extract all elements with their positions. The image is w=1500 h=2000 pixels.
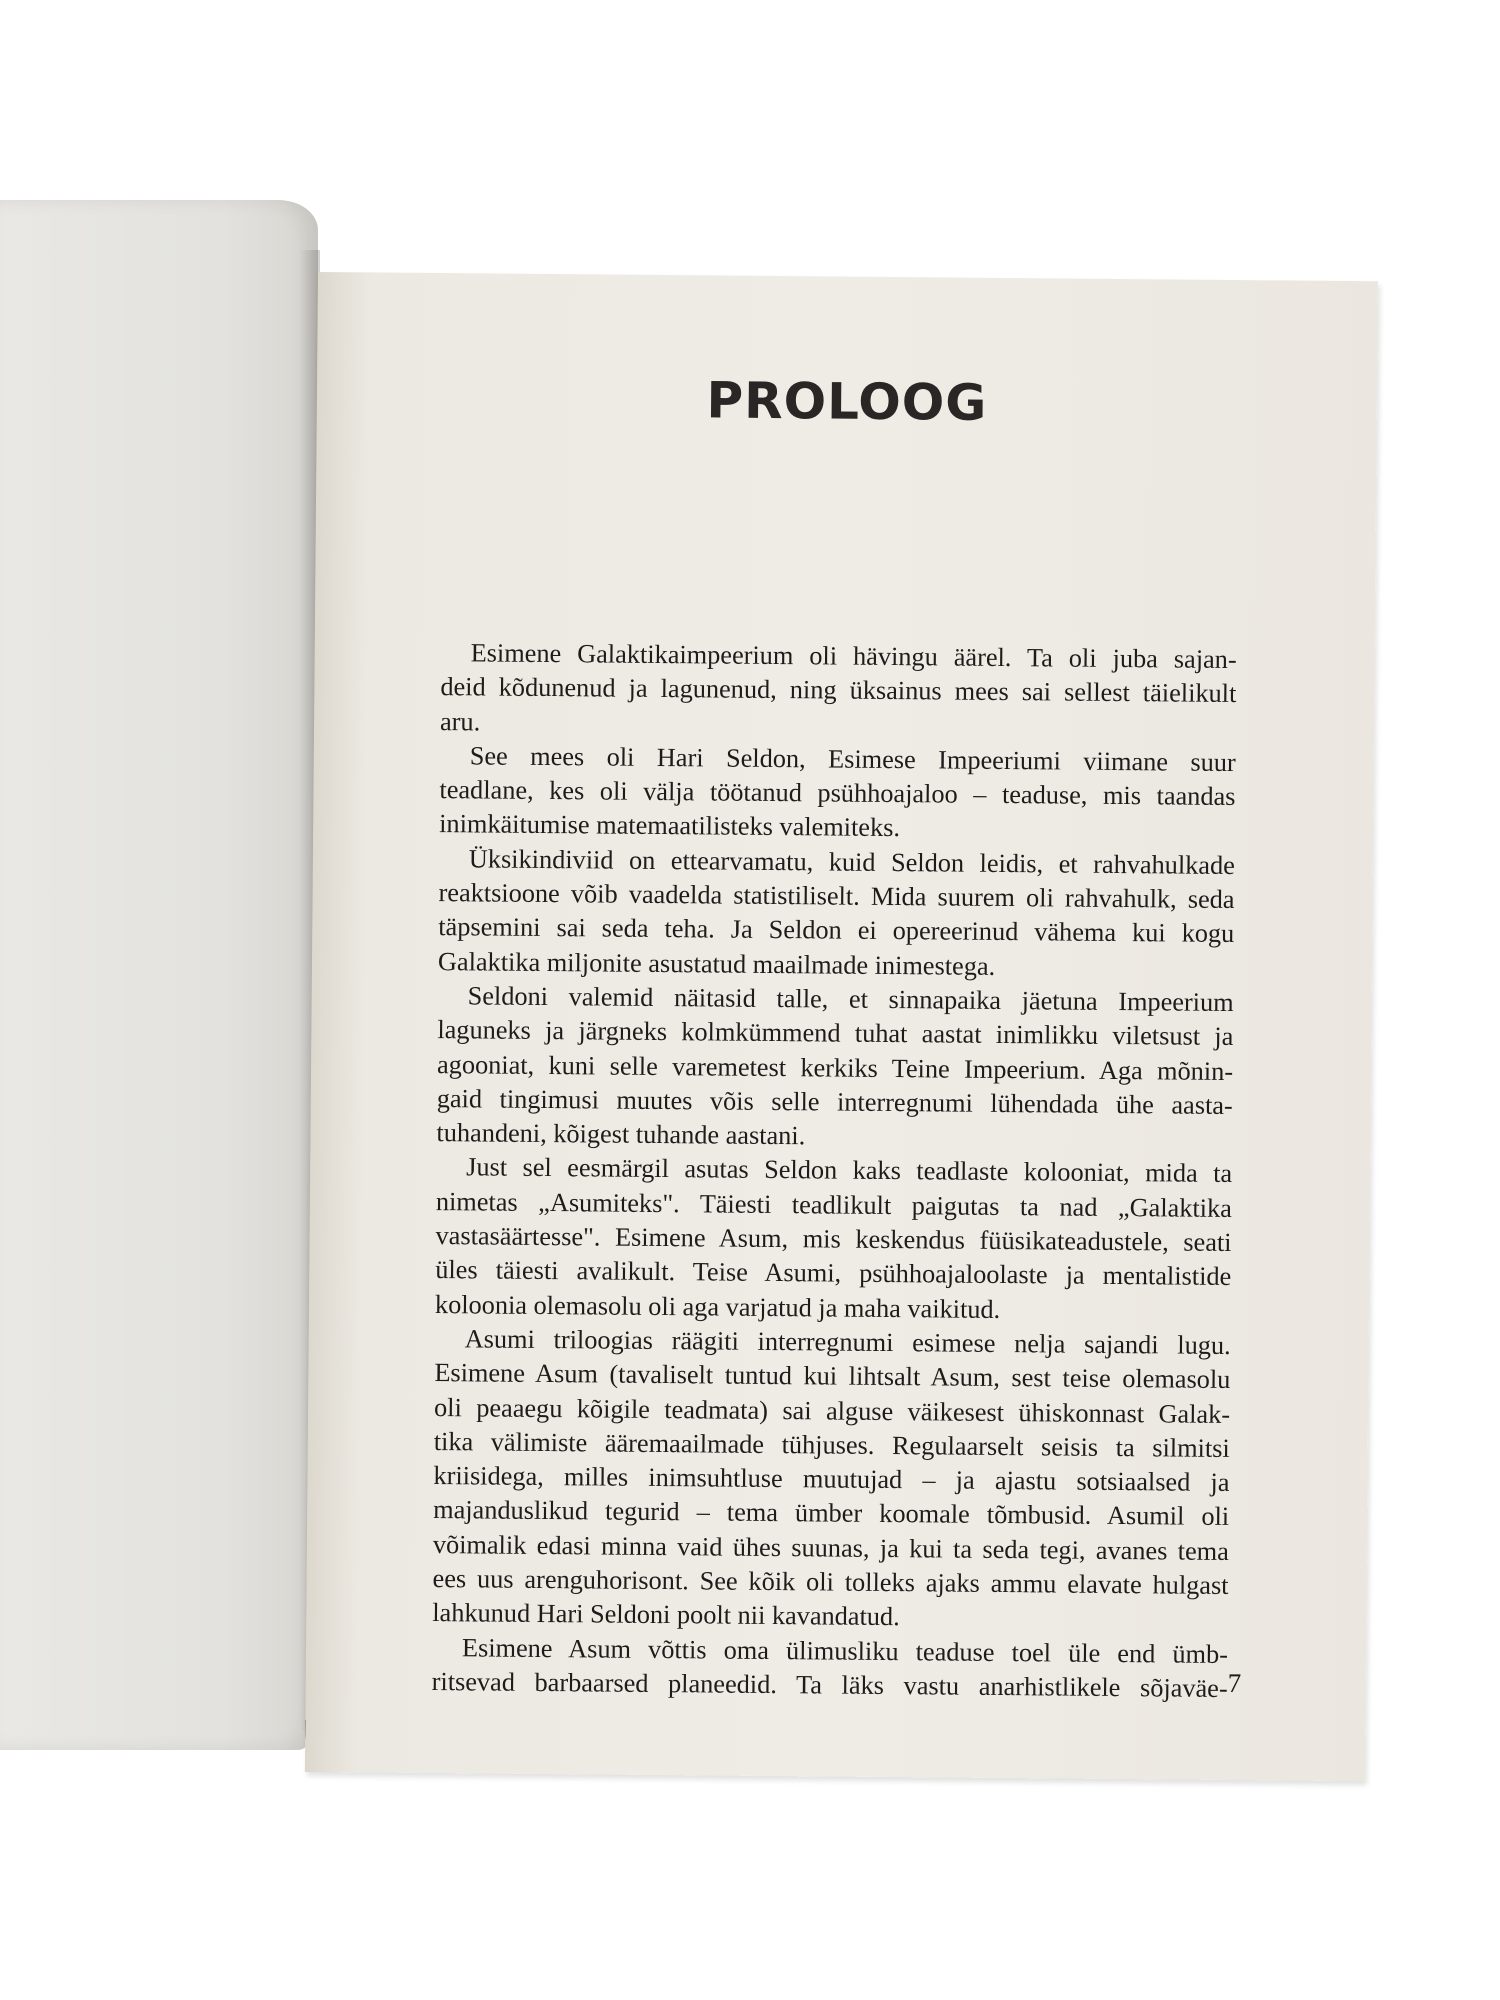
text-line: üles täiesti avalikult. Teise Asumi, psühhoajaloolaste ja mentalistide — [435, 1255, 1232, 1292]
text-line: majanduslikud tegurid – tema ümber koomale tõmbusid. Asumil oli — [433, 1495, 1230, 1532]
text-line: võimalik edasi minna vaid ühes suunas, ja kui ta seda tegi, avanes tema — [432, 1529, 1229, 1566]
chapter-title: PROLOOG — [706, 371, 988, 432]
text-line: deid kõdunenud ja lagunenud, ning üksainus mees sai sellest täielikult — [440, 672, 1237, 709]
text-line: inimkäitumise matemaatilisteks valemiteks. — [439, 809, 901, 843]
text-line: Asumi triloogias räägiti interregnumi esimese nelja sajandi lugu. — [464, 1324, 1231, 1360]
text-line: Galaktika miljonite asustatud maailmade inimestega. — [437, 946, 996, 981]
text-line: ritsevad barbaarsed planeedid. Ta läks vastu anarhistlikele sõjaväe- — [431, 1666, 1228, 1703]
text-line: agooniat, kuni selle varemetest kerkiks Teine Impeerium. Aga mõnin- — [436, 1049, 1234, 1086]
text-line: nimetas „Asumiteks". Täiesti teadlikult paigutas ta nad „Galaktika — [435, 1186, 1232, 1223]
text-line: Esimene Asum (tavaliselt tuntud kui lihtsalt Asum, sest teise olemasolu — [434, 1358, 1231, 1395]
text-line: teadlane, kes oli välja töötanud psühhoajaloo – teaduse, mis taandas — [439, 775, 1236, 812]
text-line: laguneks ja järgneks kolmkümmend tuhat aastat inimlikku viletsust ja — [437, 1015, 1234, 1052]
text-line: gaid tingimusi muutes võis selle interregnumi lühendada ühe aasta- — [436, 1083, 1233, 1120]
text-line: lahkunud Hari Seldoni poolt nii kavandatud. — [432, 1598, 900, 1632]
text-line: tuhandeni, kõigest tuhande aastani. — [436, 1118, 806, 1151]
text-line: täpsemini sai seda teha. Ja Seldon ei opereerinud vähema kui kogu — [438, 912, 1235, 949]
text-line: kriisidega, milles inimsuhtluse muutujad – ja ajastu sotsiaalsed ja — [433, 1461, 1230, 1498]
text-line: tika välimiste ääremaailmade tühjuses. Regulaarselt seisis ta silmitsi — [433, 1426, 1230, 1463]
left-page — [0, 200, 318, 1750]
text-line: koloonia olemasolu oli aga varjatud ja maha vaikitud. — [434, 1289, 1001, 1324]
text-line: reaktsioone võib vaadelda statistiliselt. Mida suurem oli rahvahulk, seda — [438, 878, 1235, 915]
page-number: 7 — [1227, 1667, 1242, 1699]
text-line: See mees oli Hari Seldon, Esimese Impeeriumi viimane suur — [469, 741, 1236, 777]
right-page — [305, 272, 1378, 1781]
text-line: Esimene Asum võttis oma ülimusliku teaduse toel üle end ümb- — [461, 1632, 1229, 1669]
text-line: Seldoni valemid näitasid talle, et sinnapaika jäetuna Impeerium — [467, 981, 1234, 1017]
text-line: ees uus arenguhorisont. See kõik oli tolleks ajaks ammu elavate hulgast — [432, 1564, 1229, 1601]
text-line: Esimene Galaktikaimpeerium oli hävingu äärel. Ta oli juba sajan- — [470, 638, 1237, 675]
text-line: Just sel eesmärgil asutas Seldon kaks teadlaste kolooniat, mida ta — [466, 1152, 1233, 1189]
body-text — [432, 636, 1237, 1706]
text-line: Üksikindiviid on ettearvamatu, kuid Seldon leidis, et rahvahulkade — [468, 844, 1235, 880]
text-line: oli peaaegu kõigile teadmata) sai alguse väikesest ühiskonnast Galak- — [433, 1392, 1231, 1429]
text-line: vastasäärtesse". Esimene Asum, mis keskendus füüsikateadustele, seati — [435, 1221, 1232, 1258]
text-line: aru. — [439, 706, 481, 737]
